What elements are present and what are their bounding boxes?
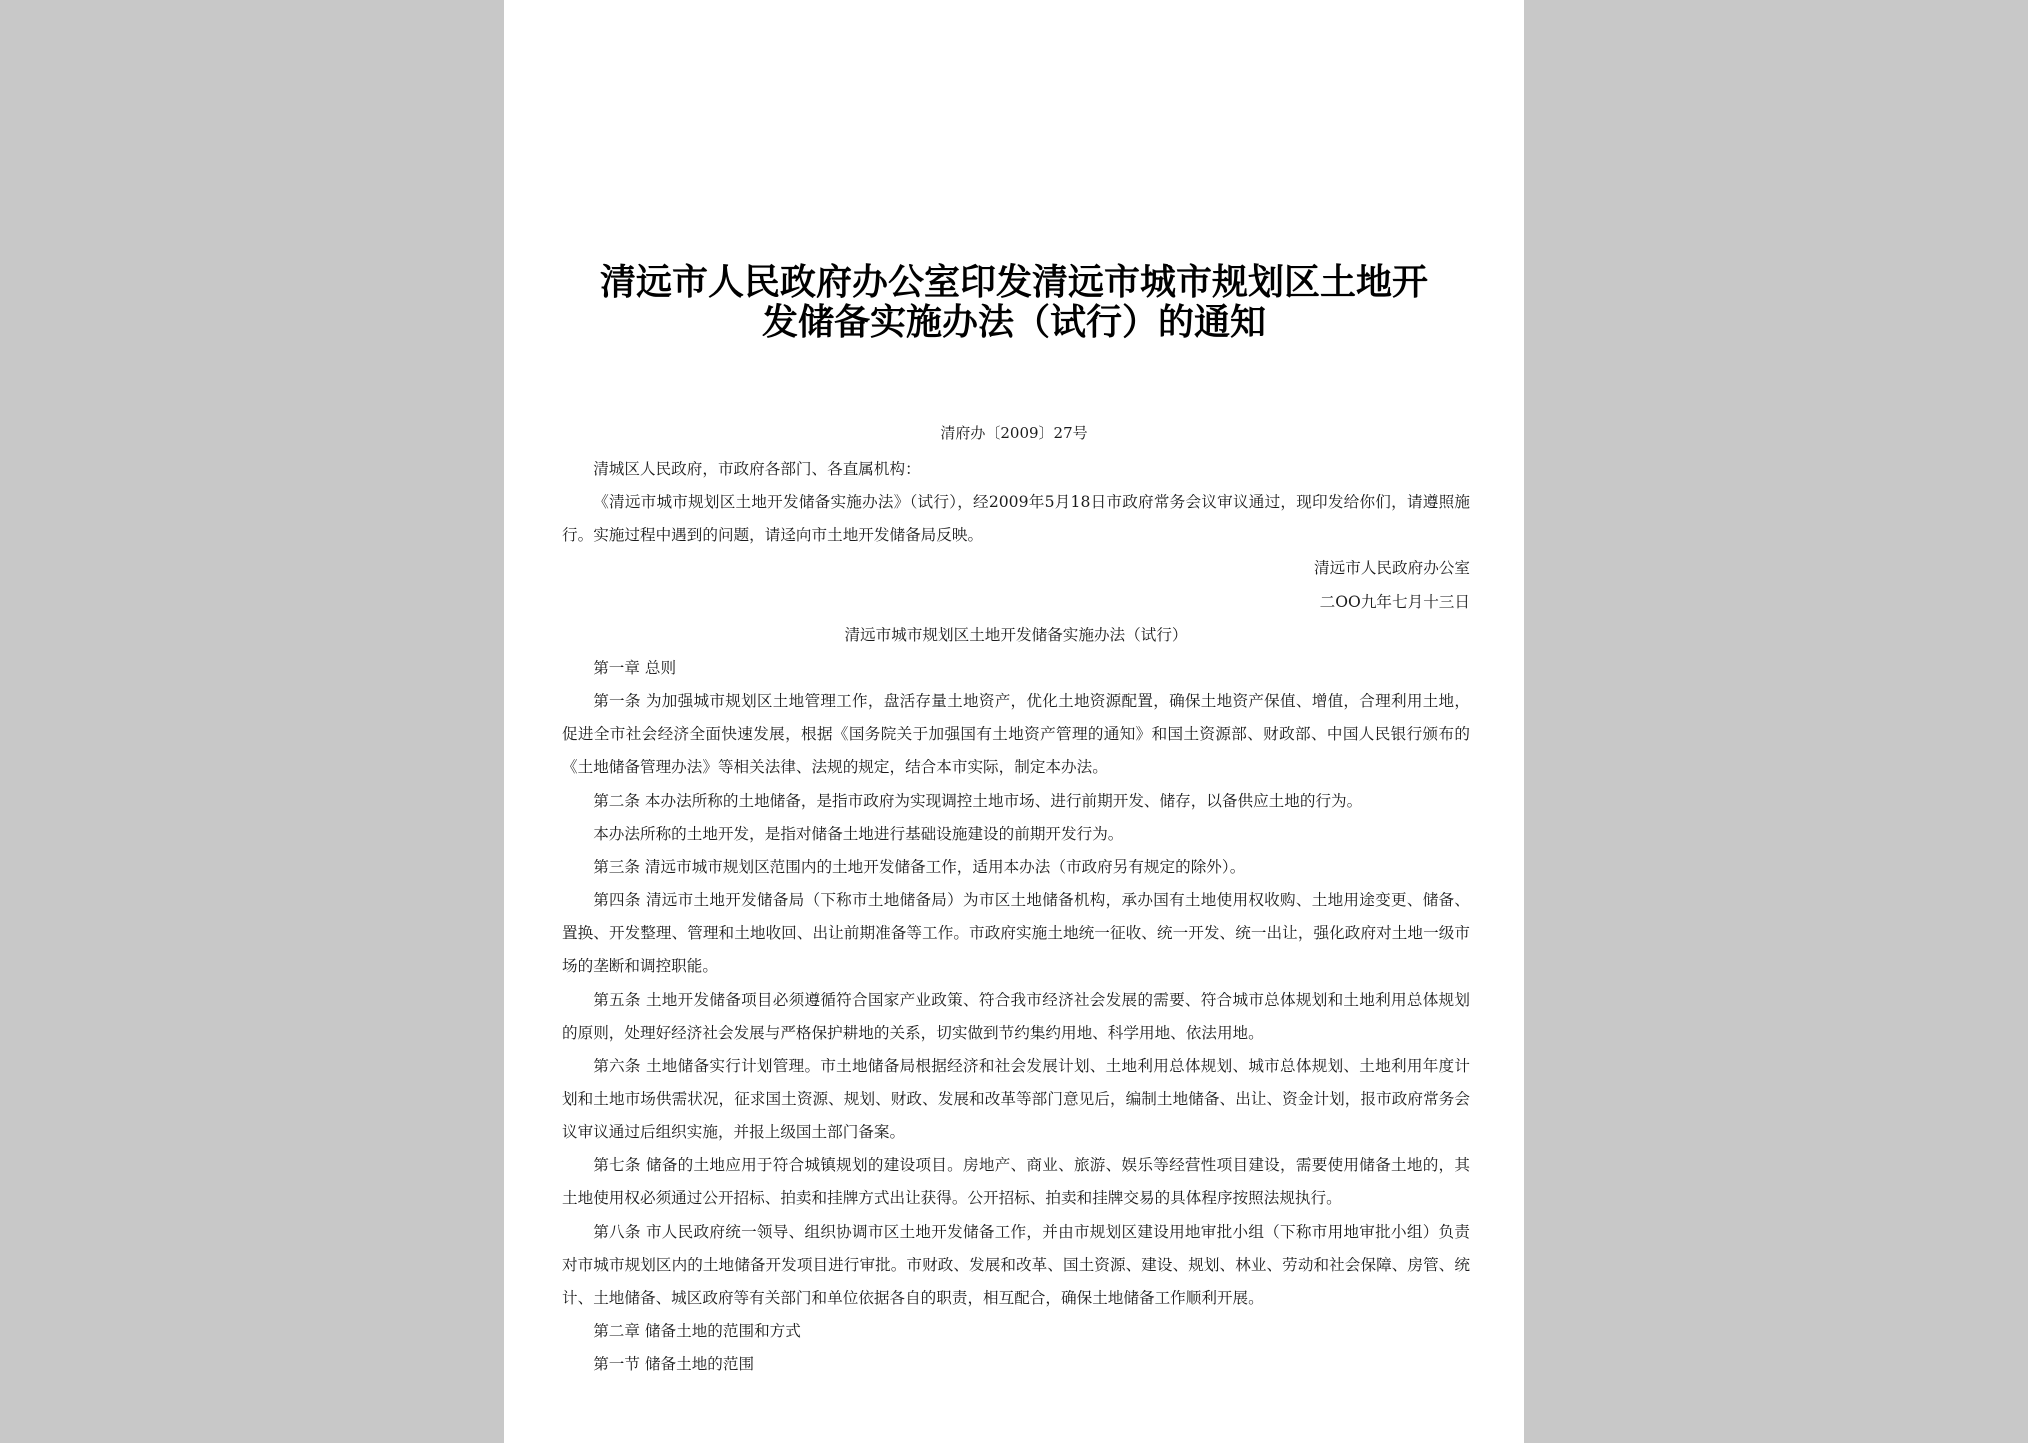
document-page (504, 0, 1524, 1443)
chapter-heading: 第一章 总则 (593, 658, 677, 677)
issue-date: 二OO九年七月十三日 (1319, 592, 1470, 611)
addressee: 清城区人民政府，市政府各部门、各直属机构： (593, 460, 921, 478)
document-body (562, 453, 1470, 1381)
article-paragraph: 第五条 土地开发储备项目必须遵循符合国家产业政策、符合我市经济社会发展的需要、符合城市总体规划和土地利用总体规划的原则，处理好经济社会发展与严格保护耕地的关系，切实做到节约集约用地、科学用地、依法用地。 (562, 990, 1470, 1042)
issuer: 清远市人民政府办公室 (1314, 559, 1470, 578)
article-paragraph: 第七条 储备的土地应用于符合城镇规划的建设项目。房地产、商业、旅游、娱乐等经营性项目建设，需要使用储备土地的，其土地使用权必须通过公开招标、拍卖和挂牌方式出让获得。公开招标、拍卖和挂牌交易的具体程序按照法规执行。 (562, 1156, 1470, 1208)
article-paragraph: 本办法所称的土地开发，是指对储备土地进行基础设施建设的前期开发行为。 (593, 824, 1124, 843)
title-line-2: 发储备实施办法（试行）的通知 (761, 301, 1266, 343)
article-paragraph: 第八条 市人民政府统一领导、组织协调市区土地开发储备工作，并由市规划区建设用地审批小组（下称市用地审批小组）负责对市城市规划区内的土地储备开发项目进行审批。市财政、发展和改革、国土资源、建设、规划、林业、劳动和社会保障、房管、统计、土地储备、城区政府等有关部门和单位依据各自的职责，相互配合，确保土地储备工作顺利开展。 (562, 1222, 1470, 1307)
attachment-title: 清远市城市规划区土地开发储备实施办法（试行） (844, 625, 1188, 644)
article-paragraph: 第六条 土地储备实行计划管理。市土地储备局根据经济和社会发展计划、土地利用总体规划、城市总体规划、土地利用年度计划和土地市场供需状况，征求国土资源、规划、财政、发展和改革等部门意见后，编制土地储备、出让、资金计划，报市政府常务会议审议通过后组织实施，并报上级国土部门备案。 (562, 1056, 1470, 1142)
article-paragraph: 第三条 清远市城市规划区范围内的土地开发储备工作，适用本办法（市政府另有规定的除外）。 (593, 857, 1246, 876)
chapter-heading: 第二章 储备土地的范围和方式 (593, 1322, 801, 1341)
article-paragraph: 第一条 为加强城市规划区土地管理工作，盘活存量土地资产，优化土地资源配置，确保土地资产保值、增值，合理利用土地，促进全市社会经济全面快速发展，根据《国务院关于加强国有土地资产管理的通知》和国土资源部、财政部、中国人民银行颁布的《土地储备管理办法》等相关法律、法规的规定，结合本市实际，制定本办法。 (562, 692, 1470, 777)
document-title (504, 262, 1524, 342)
section-heading: 第一节 储备土地的范围 (593, 1355, 755, 1374)
title-line-1: 清远市人民政府办公室印发清远市城市规划区土地开 (599, 261, 1428, 303)
article-paragraph: 第四条 清远市土地开发储备局（下称市土地储备局）为市区土地储备机构，承办国有土地使用权收购、土地用途变更、储备、置换、开发整理、管理和土地收回、出让前期准备等工作。市政府实施土地统一征收、统一开发、统一出让，强化政府对土地一级市场的垄断和调控职能。 (562, 891, 1470, 976)
document-number: 清府办〔2009〕27号 (940, 424, 1088, 442)
intro-paragraph: 《清远市城市规划区土地开发储备实施办法》（试行），经2009年5月18日市政府常务会议审议通过，现印发给你们，请遵照施行。实施过程中遇到的问题，请迳向市土地开发储备局反映。 (562, 493, 1470, 545)
article-paragraph: 第二条 本办法所称的土地储备，是指市政府为实现调控土地市场、进行前期开发、储存，以备供应土地的行为。 (593, 791, 1363, 810)
